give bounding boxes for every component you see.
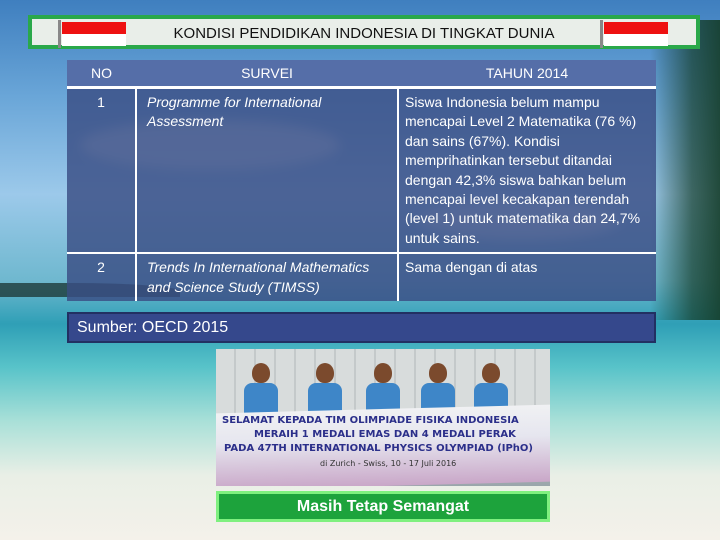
- source-note: Sumber: OECD 2015: [67, 312, 656, 343]
- banner-text-line: PADA 47TH INTERNATIONAL PHYSICS OLYMPIAD (IPhO): [224, 443, 533, 454]
- survey-name: Programme for International Assessment: [136, 88, 398, 254]
- banner-text-line: MERAIH 1 MEDALI EMAS DAN 4 MEDALI PERAK: [254, 429, 516, 440]
- table-row: [67, 253, 656, 301]
- row-number: 2: [67, 253, 136, 301]
- indonesia-flag-icon: [604, 22, 668, 46]
- row-number: 1: [67, 88, 136, 254]
- column-header-no: NO: [67, 60, 136, 88]
- survey-name: Trends In International Mathematics and Science Study (TIMSS): [136, 253, 398, 301]
- banner-text-line: SELAMAT KEPADA TIM OLIMPIADE FISIKA INDONESIA: [222, 415, 519, 426]
- page-title: KONDISI PENDIDIKAN INDONESIA DI TINGKAT DUNIA: [173, 25, 555, 42]
- background-palms: [650, 20, 720, 320]
- banner-text-line: di Zurich - Swiss, 10 - 17 Juli 2016: [320, 459, 457, 468]
- olympiad-team-photo: [216, 349, 550, 486]
- photo-caption: Masih Tetap Semangat: [216, 491, 550, 522]
- table-header-row: [67, 60, 656, 88]
- column-header-survei: SURVEI: [136, 60, 398, 88]
- survey-result: Siswa Indonesia belum mampu mencapai Level 2 Matematika (76 %) dan sains (67%). Kondisi memprihatinkan tersebut ditandai dengan 42,3% siswa bahkan belum mencapai level kecakapan terendah (level 1) untuk matematika dan 24,7% untuk sains.: [398, 88, 656, 254]
- survey-result: Sama dengan di atas: [398, 253, 656, 301]
- column-header-tahun: TAHUN 2014: [398, 60, 656, 88]
- title-banner: [28, 15, 700, 49]
- survey-table: [67, 60, 656, 301]
- table-row: [67, 88, 656, 254]
